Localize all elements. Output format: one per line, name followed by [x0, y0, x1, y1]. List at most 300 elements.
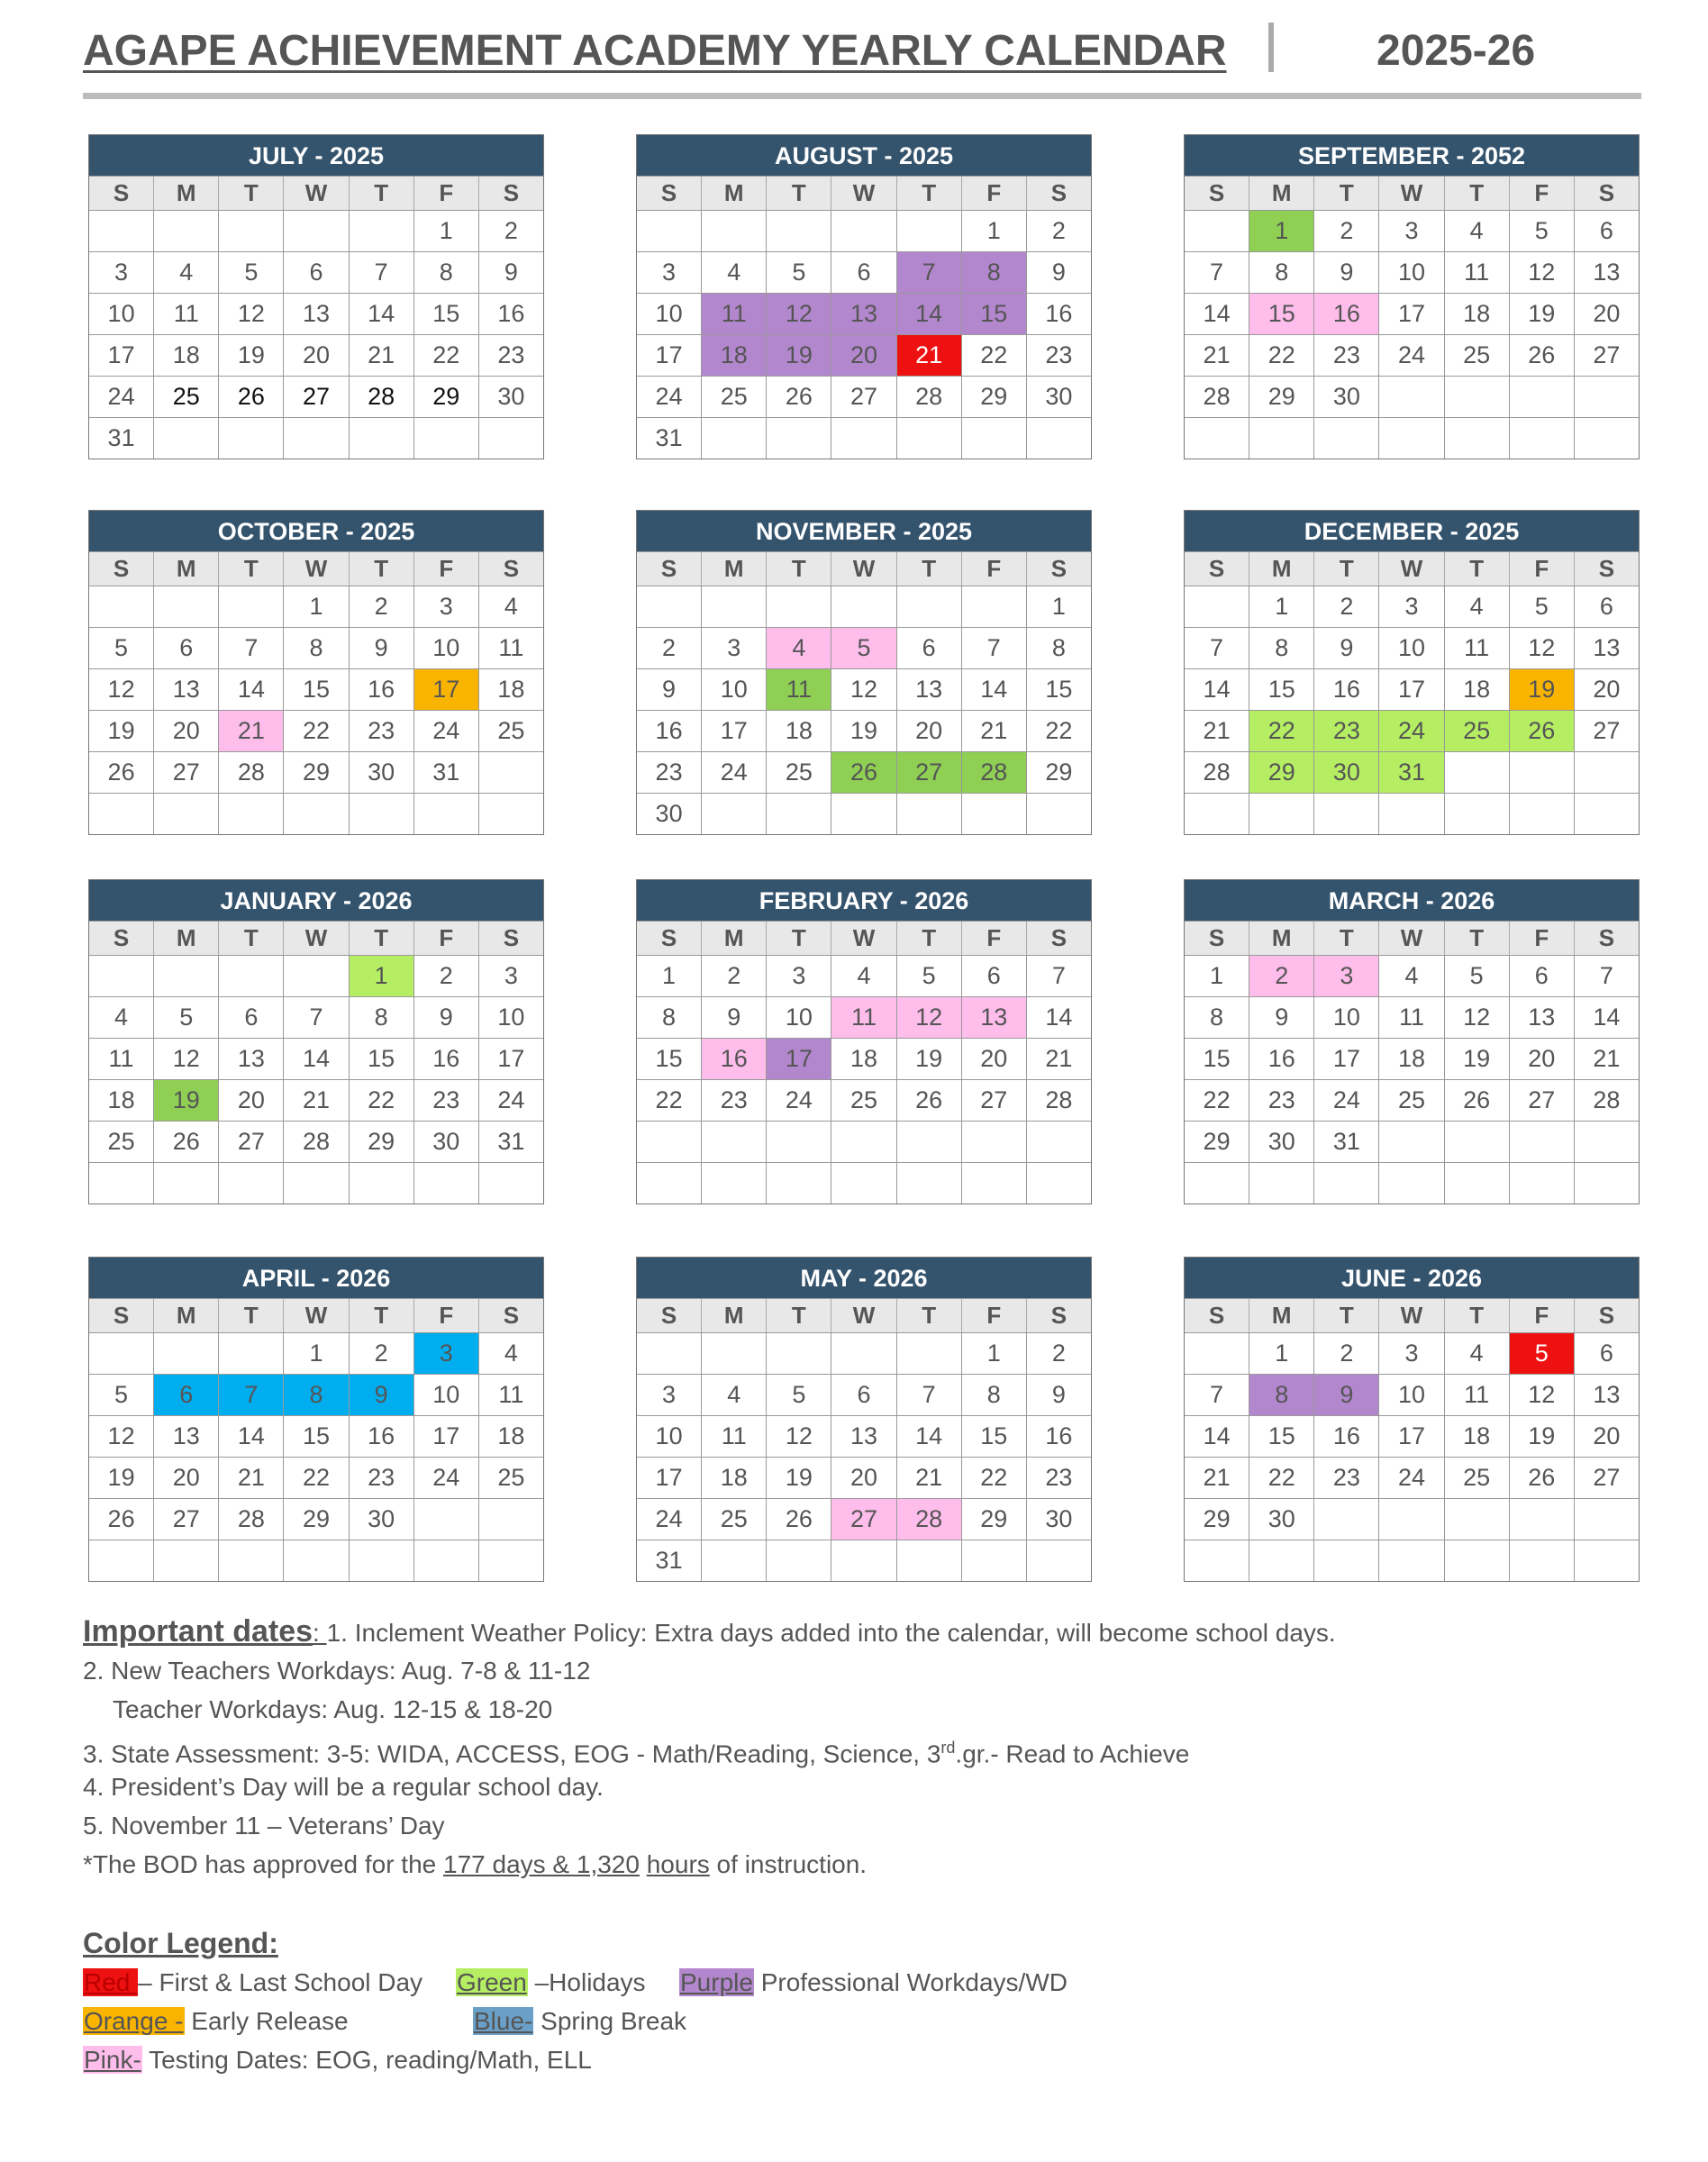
weekday-sat: S	[1050, 1302, 1068, 1329]
day-cell: 26	[89, 1499, 154, 1540]
day-cell: 22	[637, 1080, 702, 1121]
day-cell: 2	[702, 956, 767, 996]
day-cell: 8	[1249, 628, 1314, 668]
day-cell	[1379, 794, 1444, 834]
weekday-sat: S	[503, 179, 520, 206]
week-row	[1185, 996, 1639, 1038]
day-cell: 16	[497, 300, 525, 327]
week-row	[637, 996, 1091, 1038]
day-cell: 20	[284, 335, 349, 376]
day-cell: 5	[89, 628, 154, 668]
day-cell	[1249, 418, 1314, 459]
day-cell: 29	[1249, 377, 1314, 417]
day-cell: 9	[1051, 1381, 1066, 1408]
day-cell: 7	[1185, 1375, 1249, 1415]
day-cell: 15	[1249, 669, 1314, 710]
day-cell: 3	[1314, 956, 1379, 996]
day-cell: 5	[1510, 1333, 1575, 1374]
day-cell: 14	[962, 669, 1027, 710]
weekday-sun: S	[637, 1299, 702, 1332]
day-cell	[1185, 1163, 1249, 1204]
day-cell	[702, 418, 767, 459]
day-cell: 15	[1249, 294, 1314, 334]
month-title: JANUARY - 2026	[89, 880, 543, 921]
weekday-fri: F	[414, 1299, 479, 1332]
day-cell: 15	[962, 1416, 1027, 1457]
day-cell: 26	[89, 752, 154, 793]
week-row	[1185, 955, 1639, 996]
legend-heading: Color Legend:	[83, 1927, 278, 1959]
day-cell	[897, 1122, 962, 1162]
day-cell: 8	[962, 1375, 1027, 1415]
day-cell: 21	[219, 1458, 284, 1498]
day-cell: 20	[1593, 300, 1621, 327]
day-cell	[284, 794, 349, 834]
day-cell	[284, 211, 349, 251]
weekday-sun: S	[637, 552, 702, 586]
day-cell: 25	[89, 1122, 154, 1162]
weekday-thu: T	[350, 177, 414, 210]
weekday-sat: S	[1598, 179, 1615, 206]
day-cell: 11	[154, 294, 219, 334]
day-cell	[1510, 418, 1575, 459]
day-cell: 15	[414, 294, 479, 334]
day-cell: 6	[831, 252, 896, 293]
weekday-mon: M	[154, 1299, 219, 1332]
day-cell: 10	[497, 1004, 525, 1031]
day-cell: 25	[497, 717, 525, 744]
day-cell: 4	[504, 593, 518, 620]
day-cell	[897, 1163, 962, 1204]
legend-red: Red – First & Last School Day	[84, 1968, 423, 1996]
weekday-tue: T	[1314, 922, 1379, 955]
week-row	[637, 1121, 1091, 1162]
note-6: *The BOD has approved for the 177 days & 1,320 hours of instruction.	[83, 1850, 868, 1878]
day-cell: 13	[1593, 259, 1621, 286]
weekday-fri: F	[962, 552, 1027, 586]
weekday-sat: S	[503, 924, 520, 951]
week-row	[1185, 1415, 1639, 1457]
header-rule	[83, 93, 1641, 99]
weekday-header	[1185, 551, 1639, 586]
day-cell	[1575, 752, 1639, 793]
day-cell: 30	[637, 794, 702, 834]
day-cell: 23	[1314, 335, 1379, 376]
day-cell: 10	[89, 294, 154, 334]
day-cell	[219, 1540, 284, 1581]
day-cell	[284, 956, 349, 996]
day-cell: 3	[504, 962, 518, 989]
day-cell: 22	[962, 335, 1027, 376]
day-cell: 25	[831, 1080, 896, 1121]
day-cell	[962, 418, 1027, 459]
day-cell	[702, 1540, 767, 1581]
legend-orange: Orange - Early Release	[84, 2007, 349, 2035]
day-cell: 18	[1445, 294, 1510, 334]
note-4: 4. President’s Day will be a regular school day.	[83, 1773, 604, 1801]
day-cell	[1510, 1540, 1575, 1581]
day-cell: 27	[1593, 1464, 1621, 1491]
day-cell	[154, 211, 219, 251]
day-cell: 30	[1249, 1499, 1314, 1540]
day-cell: 7	[1185, 628, 1249, 668]
day-cell	[1510, 1122, 1575, 1162]
week-row	[637, 293, 1091, 334]
day-cell: 13	[897, 669, 962, 710]
weekday-mon: M	[702, 922, 767, 955]
day-cell	[1185, 586, 1249, 627]
day-cell: 27	[219, 1122, 284, 1162]
day-cell: 14	[284, 1039, 349, 1079]
day-cell: 26	[1510, 711, 1575, 751]
day-cell: 19	[89, 1458, 154, 1498]
day-cell	[89, 1333, 154, 1374]
day-cell: 27	[831, 1499, 896, 1540]
day-cell: 24	[1379, 1458, 1444, 1498]
day-cell: 14	[897, 294, 962, 334]
day-cell	[831, 1540, 896, 1581]
day-cell: 31	[497, 1128, 525, 1155]
weekday-header	[637, 921, 1091, 955]
weekday-tue: T	[767, 177, 831, 210]
day-cell: 26	[154, 1122, 219, 1162]
day-cell: 1	[1249, 586, 1314, 627]
weekday-mon: M	[154, 552, 219, 586]
month-title: AUGUST - 2025	[637, 135, 1091, 176]
day-cell	[1027, 1163, 1091, 1204]
week-row	[89, 1079, 543, 1121]
weekday-header	[89, 1298, 543, 1332]
day-cell: 19	[831, 711, 896, 751]
weekday-sun: S	[637, 922, 702, 955]
day-cell	[702, 794, 767, 834]
day-cell	[1445, 1540, 1510, 1581]
week-row	[1185, 1374, 1639, 1415]
weekday-mon: M	[1249, 552, 1314, 586]
month-title: MAY - 2026	[637, 1258, 1091, 1298]
month-july	[88, 134, 544, 459]
week-row	[1185, 627, 1639, 668]
weekday-fri: F	[1510, 177, 1575, 210]
day-cell: 24	[414, 1458, 479, 1498]
day-cell: 5	[767, 252, 831, 293]
day-cell: 18	[702, 1458, 767, 1498]
day-cell: 9	[350, 628, 414, 668]
day-cell: 4	[89, 997, 154, 1038]
note-3: 3. State Assessment: 3-5: WIDA, ACCESS, EOG - Math/Reading, Science, 3rd.gr.- Read to Achieve	[83, 1739, 1190, 1768]
day-cell: 17	[1379, 669, 1444, 710]
day-cell	[637, 586, 702, 627]
week-row	[1185, 1121, 1639, 1162]
day-cell	[1445, 752, 1510, 793]
day-cell: 14	[1185, 294, 1249, 334]
note-2b: Teacher Workdays: Aug. 12-15 & 18-20	[113, 1695, 553, 1723]
day-cell: 8	[414, 252, 479, 293]
day-cell: 3	[1379, 586, 1444, 627]
day-cell: 15	[637, 1039, 702, 1079]
day-cell: 1	[414, 211, 479, 251]
day-cell: 8	[1249, 252, 1314, 293]
week-row	[637, 1540, 1091, 1581]
day-cell	[1445, 1499, 1510, 1540]
day-cell: 19	[1510, 669, 1575, 710]
day-cell	[1185, 1333, 1249, 1374]
day-cell: 30	[1045, 1505, 1073, 1532]
week-row	[1185, 417, 1639, 459]
day-cell	[831, 1333, 896, 1374]
weekday-wed: W	[831, 1299, 896, 1332]
day-cell: 10	[702, 669, 767, 710]
day-cell: 16	[637, 711, 702, 751]
day-cell: 2	[637, 628, 702, 668]
day-cell: 19	[1445, 1039, 1510, 1079]
weekday-wed: W	[284, 922, 349, 955]
day-cell: 16	[350, 1416, 414, 1457]
day-cell	[1445, 377, 1510, 417]
day-cell	[1445, 1122, 1510, 1162]
month-march	[1184, 879, 1640, 1204]
day-cell	[1379, 1122, 1444, 1162]
day-cell: 19	[767, 1458, 831, 1498]
day-cell: 9	[1051, 259, 1066, 286]
weekday-wed: W	[831, 552, 896, 586]
day-cell: 12	[1510, 252, 1575, 293]
day-cell: 30	[350, 752, 414, 793]
day-cell: 29	[350, 1122, 414, 1162]
day-cell: 20	[1593, 1422, 1621, 1449]
day-cell: 27	[1510, 1080, 1575, 1121]
weekday-wed: W	[1379, 922, 1444, 955]
day-cell	[897, 418, 962, 459]
day-cell: 22	[1185, 1080, 1249, 1121]
day-cell: 25	[702, 1499, 767, 1540]
day-cell	[1575, 794, 1639, 834]
weekday-wed: W	[1379, 1299, 1444, 1332]
day-cell: 14	[219, 1416, 284, 1457]
day-cell	[1379, 418, 1444, 459]
week-row	[1185, 1457, 1639, 1498]
weekday-wed: W	[284, 552, 349, 586]
day-cell	[219, 1163, 284, 1204]
day-cell: 17	[1379, 294, 1444, 334]
day-cell: 10	[1379, 252, 1444, 293]
week-row	[637, 334, 1091, 376]
week-row	[89, 293, 543, 334]
day-cell	[1575, 377, 1639, 417]
day-cell: 4	[504, 1340, 518, 1367]
day-cell: 12	[219, 294, 284, 334]
day-cell	[1575, 1540, 1639, 1581]
note-2: 2. New Teachers Workdays: Aug. 7-8 & 11-12	[83, 1657, 591, 1685]
day-cell	[897, 794, 962, 834]
day-cell: 23	[1045, 341, 1073, 368]
day-cell: 2	[350, 1333, 414, 1374]
day-cell	[1575, 1499, 1639, 1540]
day-cell: 4	[702, 252, 767, 293]
important-dates: Important dates: 1. Inclement Weather Policy: Extra days added into the calendar, will become school days. 2. New Teachers Workdays: Aug. 7-8 & 11-12 Teacher Workdays: Aug. 12-15 & 18-20 3. State Assessment: 3-5: WIDA, ACCESS, EOG - Math/Reading, Science, 3rd.gr.- Read to Achieve 4. President’s Day will be a regular school day. 5. November 11 – Veterans’ Day *The BOD has approved for the 177 days & 1,320 hours of instruction.	[83, 1612, 1659, 1884]
week-row	[637, 668, 1091, 710]
weekday-thu: T	[1445, 552, 1510, 586]
day-cell: 28	[219, 752, 284, 793]
day-cell: 4	[702, 1375, 767, 1415]
day-cell: 10	[414, 628, 479, 668]
day-cell: 22	[414, 335, 479, 376]
weekday-mon: M	[702, 1299, 767, 1332]
day-cell: 23	[1249, 1080, 1314, 1121]
day-cell	[1379, 377, 1444, 417]
day-cell	[1314, 418, 1379, 459]
day-cell: 7	[1185, 252, 1249, 293]
day-cell: 17	[414, 669, 479, 710]
day-cell: 16	[1314, 669, 1379, 710]
weekday-wed: W	[284, 1299, 349, 1332]
day-cell: 22	[1249, 711, 1314, 751]
week-row	[1185, 586, 1639, 627]
day-cell: 21	[1185, 1458, 1249, 1498]
weekday-mon: M	[154, 922, 219, 955]
weekday-fri: F	[962, 1299, 1027, 1332]
day-cell: 18	[831, 1039, 896, 1079]
weekday-tue: T	[767, 552, 831, 586]
day-cell: 21	[1185, 711, 1249, 751]
week-row	[637, 751, 1091, 793]
day-cell: 31	[89, 418, 154, 459]
day-cell	[702, 1333, 767, 1374]
weekday-fri: F	[1510, 1299, 1575, 1332]
day-cell: 23	[702, 1080, 767, 1121]
day-cell: 19	[219, 335, 284, 376]
day-cell	[1510, 1163, 1575, 1204]
day-cell: 16	[702, 1039, 767, 1079]
day-cell: 25	[497, 1464, 525, 1491]
weekday-sat: S	[1050, 179, 1068, 206]
day-cell	[284, 1163, 349, 1204]
day-cell: 16	[350, 669, 414, 710]
week-row	[89, 751, 543, 793]
day-cell: 25	[1445, 711, 1510, 751]
day-cell: 1	[637, 956, 702, 996]
week-row	[637, 1457, 1091, 1498]
day-cell	[284, 418, 349, 459]
day-cell: 12	[89, 1416, 154, 1457]
day-cell: 6	[154, 1375, 219, 1415]
week-row	[1185, 1038, 1639, 1079]
day-cell: 28	[962, 752, 1027, 793]
day-cell: 24	[414, 711, 479, 751]
day-cell: 6	[219, 997, 284, 1038]
day-cell	[219, 794, 284, 834]
weekday-wed: W	[831, 922, 896, 955]
month-december	[1184, 510, 1640, 835]
week-row	[89, 417, 543, 459]
day-cell: 29	[962, 377, 1027, 417]
week-row	[637, 586, 1091, 627]
weekday-mon: M	[1249, 177, 1314, 210]
note-1: 1. Inclement Weather Policy: Extra days added into the calendar, will become school days.	[326, 1619, 1336, 1647]
week-row	[1185, 751, 1639, 793]
day-cell: 7	[897, 1375, 962, 1415]
day-cell: 21	[897, 335, 962, 376]
day-cell: 8	[962, 252, 1027, 293]
day-cell: 30	[350, 1499, 414, 1540]
page-header	[83, 23, 1641, 77]
weekday-mon: M	[1249, 922, 1314, 955]
week-row	[89, 1121, 543, 1162]
day-cell: 10	[637, 294, 702, 334]
week-row	[637, 627, 1091, 668]
day-cell	[479, 1163, 543, 1204]
month-may	[636, 1257, 1092, 1582]
weekday-header	[1185, 176, 1639, 210]
day-cell: 20	[897, 711, 962, 751]
day-cell: 29	[1185, 1499, 1249, 1540]
day-cell	[414, 1499, 479, 1540]
month-title: DECEMBER - 2025	[1185, 511, 1639, 551]
day-cell: 1	[1249, 211, 1314, 251]
day-cell	[479, 752, 543, 793]
day-cell: 28	[1593, 1086, 1621, 1113]
day-cell: 6	[284, 252, 349, 293]
day-cell: 26	[219, 377, 284, 417]
day-cell: 8	[284, 628, 349, 668]
day-cell: 13	[1510, 997, 1575, 1038]
day-cell: 10	[1379, 1375, 1444, 1415]
day-cell: 15	[1185, 1039, 1249, 1079]
day-cell: 24	[637, 1499, 702, 1540]
week-row	[1185, 334, 1639, 376]
day-cell: 31	[637, 1540, 702, 1581]
week-row	[637, 1079, 1091, 1121]
day-cell: 20	[1510, 1039, 1575, 1079]
day-cell	[1027, 1540, 1091, 1581]
week-row	[1185, 293, 1639, 334]
day-cell: 29	[962, 1499, 1027, 1540]
week-row	[637, 376, 1091, 417]
day-cell: 6	[1510, 956, 1575, 996]
day-cell: 20	[831, 1458, 896, 1498]
day-cell	[962, 1122, 1027, 1162]
week-row	[1185, 668, 1639, 710]
day-cell: 6	[154, 628, 219, 668]
day-cell: 18	[1379, 1039, 1444, 1079]
day-cell: 6	[831, 1375, 896, 1415]
day-cell: 1	[1051, 593, 1066, 620]
weekday-fri: F	[414, 177, 479, 210]
day-cell: 29	[1249, 752, 1314, 793]
day-cell: 20	[154, 711, 219, 751]
day-cell: 18	[497, 676, 525, 703]
day-cell: 29	[1045, 759, 1073, 786]
weekday-fri: F	[414, 552, 479, 586]
day-cell	[1510, 377, 1575, 417]
day-cell: 9	[1314, 1375, 1379, 1415]
day-cell: 6	[897, 628, 962, 668]
week-row	[89, 1457, 543, 1498]
day-cell	[1027, 418, 1091, 459]
day-cell	[1314, 794, 1379, 834]
weekday-fri: F	[1510, 922, 1575, 955]
weekday-tue: T	[767, 1299, 831, 1332]
day-cell	[414, 1163, 479, 1204]
weekday-header	[89, 551, 543, 586]
day-cell: 11	[831, 997, 896, 1038]
weekday-sat: S	[1050, 555, 1068, 582]
day-cell: 21	[1593, 1045, 1621, 1072]
weekday-sat: S	[1598, 924, 1615, 951]
day-cell: 15	[350, 1039, 414, 1079]
weekday-thu: T	[897, 1299, 962, 1332]
day-cell: 1	[284, 1333, 349, 1374]
